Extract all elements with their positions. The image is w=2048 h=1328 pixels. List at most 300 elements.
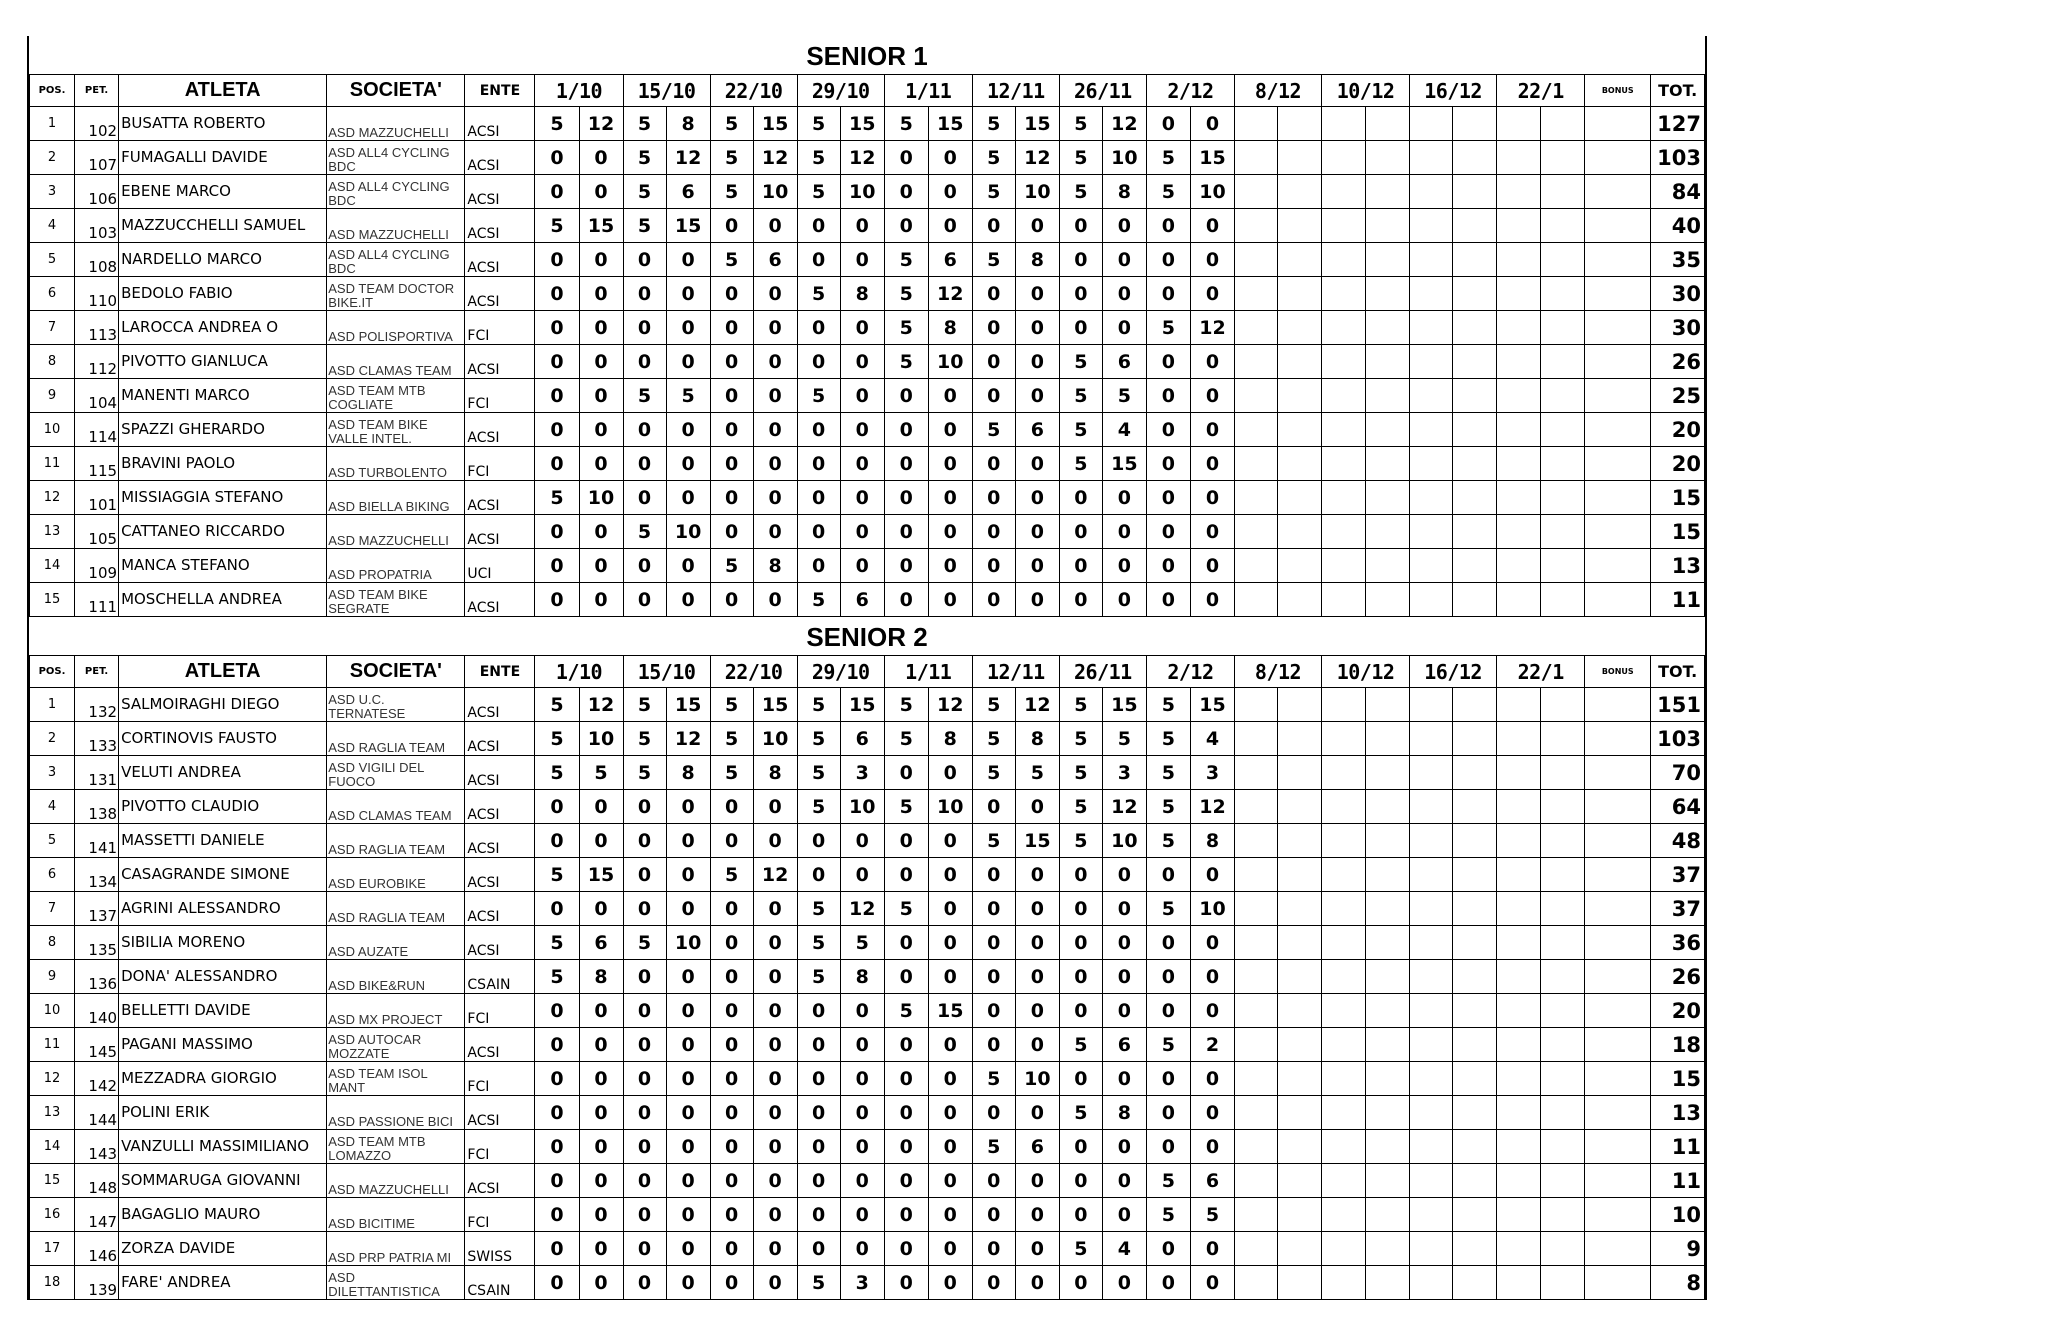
- score-cell: [1234, 960, 1277, 994]
- score-cell: 10: [1190, 892, 1234, 926]
- score-cell: 0: [623, 1062, 666, 1096]
- position-cell: 7: [30, 311, 75, 345]
- bonus-cell: [1585, 549, 1651, 583]
- score-cell: [1410, 1130, 1453, 1164]
- score-cell: 5: [840, 926, 884, 960]
- score-cell: [1278, 345, 1322, 379]
- athlete-name-cell: BUSATTA ROBERTO: [119, 107, 327, 141]
- score-cell: 0: [840, 1164, 884, 1198]
- score-cell: 0: [753, 1164, 797, 1198]
- score-cell: 0: [1146, 379, 1190, 413]
- score-cell: 5: [1146, 688, 1190, 722]
- score-cell: [1278, 960, 1322, 994]
- position-cell: 15: [30, 583, 75, 617]
- bib-number-cell: 113: [75, 311, 119, 345]
- score-cell: 8: [928, 722, 972, 756]
- score-cell: [1453, 107, 1497, 141]
- score-cell: [1410, 1028, 1453, 1062]
- score-cell: [1541, 790, 1585, 824]
- score-cell: 0: [840, 1062, 884, 1096]
- score-cell: 0: [840, 447, 884, 481]
- score-cell: 0: [623, 481, 666, 515]
- bonus-cell: [1585, 1232, 1651, 1266]
- score-cell: 12: [1190, 311, 1234, 345]
- score-cell: [1410, 1062, 1453, 1096]
- score-cell: 0: [928, 379, 972, 413]
- position-cell: 9: [30, 379, 75, 413]
- score-cell: 0: [1102, 243, 1146, 277]
- score-cell: 0: [797, 549, 840, 583]
- score-cell: [1410, 549, 1453, 583]
- bib-number-cell: 109: [75, 549, 119, 583]
- score-cell: 0: [579, 141, 623, 175]
- score-cell: 5: [884, 722, 928, 756]
- score-cell: [1234, 447, 1277, 481]
- score-cell: 0: [928, 960, 972, 994]
- athlete-name-cell: CORTINOVIS FAUSTO: [119, 722, 327, 756]
- score-cell: 0: [1015, 1164, 1059, 1198]
- score-cell: [1366, 722, 1410, 756]
- score-cell: [1322, 1096, 1366, 1130]
- score-cell: 10: [840, 175, 884, 209]
- score-cell: 0: [840, 824, 884, 858]
- score-cell: 0: [1015, 1096, 1059, 1130]
- score-cell: [1322, 1130, 1366, 1164]
- score-cell: [1234, 209, 1277, 243]
- score-cell: [1497, 549, 1541, 583]
- score-cell: 2: [1190, 1028, 1234, 1062]
- score-cell: [1453, 688, 1497, 722]
- score-cell: 5: [1059, 790, 1102, 824]
- score-cell: 0: [1146, 583, 1190, 617]
- score-cell: [1453, 447, 1497, 481]
- score-cell: 0: [535, 311, 579, 345]
- score-cell: 0: [1059, 892, 1102, 926]
- score-cell: [1366, 175, 1410, 209]
- score-cell: [1497, 1266, 1541, 1300]
- score-cell: [1541, 926, 1585, 960]
- score-cell: 12: [666, 141, 710, 175]
- score-cell: [1497, 413, 1541, 447]
- score-cell: [1410, 311, 1453, 345]
- score-cell: [1234, 790, 1277, 824]
- score-cell: [1366, 858, 1410, 892]
- score-cell: [1541, 481, 1585, 515]
- score-cell: 3: [1190, 756, 1234, 790]
- score-cell: 0: [1146, 107, 1190, 141]
- score-cell: 6: [666, 175, 710, 209]
- table-row: [30, 107, 1705, 141]
- score-cell: 0: [1190, 447, 1234, 481]
- score-cell: 0: [623, 447, 666, 481]
- bonus-cell: [1585, 243, 1651, 277]
- score-cell: [1366, 926, 1410, 960]
- score-cell: 0: [623, 549, 666, 583]
- score-cell: 8: [666, 107, 710, 141]
- position-cell: 6: [30, 277, 75, 311]
- score-cell: 5: [1146, 824, 1190, 858]
- team-cell: ASD ALL4 CYCLING BDC: [327, 243, 465, 277]
- score-cell: 8: [753, 549, 797, 583]
- score-cell: [1410, 960, 1453, 994]
- score-cell: 0: [535, 790, 579, 824]
- bib-number-cell: 105: [75, 515, 119, 549]
- federation-cell: ACSI: [465, 583, 535, 617]
- score-cell: 0: [753, 481, 797, 515]
- score-cell: [1541, 277, 1585, 311]
- header-date: 10/12: [1322, 75, 1410, 107]
- score-cell: [1497, 1062, 1541, 1096]
- score-cell: 5: [972, 141, 1015, 175]
- score-cell: 5: [797, 379, 840, 413]
- score-cell: 0: [535, 243, 579, 277]
- athlete-name-cell: MAZZUCCHELLI SAMUEL: [119, 209, 327, 243]
- score-cell: 0: [623, 277, 666, 311]
- score-cell: 0: [1146, 481, 1190, 515]
- header-date: 1/10: [535, 656, 623, 688]
- score-cell: 0: [535, 1266, 579, 1300]
- score-cell: 0: [928, 892, 972, 926]
- score-cell: 0: [579, 1198, 623, 1232]
- team-cell: ASD RAGLIA TEAM: [327, 722, 465, 756]
- score-cell: 0: [623, 892, 666, 926]
- score-cell: 0: [1102, 583, 1146, 617]
- score-cell: [1278, 583, 1322, 617]
- score-cell: 10: [666, 926, 710, 960]
- score-cell: 0: [666, 790, 710, 824]
- score-cell: [1541, 1164, 1585, 1198]
- score-cell: [1410, 583, 1453, 617]
- score-cell: [1541, 1028, 1585, 1062]
- bib-number-cell: 132: [75, 688, 119, 722]
- score-cell: 0: [1190, 1096, 1234, 1130]
- score-cell: [1497, 243, 1541, 277]
- score-cell: [1322, 209, 1366, 243]
- score-cell: 0: [928, 756, 972, 790]
- federation-cell: ACSI: [465, 1096, 535, 1130]
- score-cell: 5: [884, 107, 928, 141]
- total-cell: 30: [1651, 277, 1705, 311]
- bib-number-cell: 147: [75, 1198, 119, 1232]
- score-cell: [1278, 447, 1322, 481]
- score-cell: [1366, 1164, 1410, 1198]
- score-cell: 0: [840, 481, 884, 515]
- score-cell: 5: [623, 209, 666, 243]
- bonus-cell: [1585, 1062, 1651, 1096]
- score-cell: [1278, 1062, 1322, 1096]
- score-cell: 0: [535, 141, 579, 175]
- score-cell: 0: [797, 1130, 840, 1164]
- score-cell: 0: [710, 1164, 753, 1198]
- score-cell: 0: [928, 481, 972, 515]
- score-cell: 0: [797, 858, 840, 892]
- score-cell: 0: [710, 892, 753, 926]
- athlete-name-cell: VELUTI ANDREA: [119, 756, 327, 790]
- score-cell: 0: [535, 379, 579, 413]
- score-cell: [1234, 549, 1277, 583]
- score-cell: [1366, 994, 1410, 1028]
- score-cell: 0: [1059, 1198, 1102, 1232]
- score-cell: 0: [1059, 515, 1102, 549]
- position-cell: 4: [30, 209, 75, 243]
- score-cell: 5: [797, 1266, 840, 1300]
- score-cell: 4: [1190, 722, 1234, 756]
- score-cell: 0: [972, 892, 1015, 926]
- score-cell: 0: [884, 413, 928, 447]
- score-cell: 0: [1059, 926, 1102, 960]
- score-cell: 3: [840, 1266, 884, 1300]
- header-date: 22/10: [710, 656, 797, 688]
- score-cell: 0: [928, 1062, 972, 1096]
- score-cell: 0: [928, 858, 972, 892]
- score-cell: [1453, 209, 1497, 243]
- header-ente: ENTE: [465, 75, 535, 107]
- score-cell: 6: [753, 243, 797, 277]
- team-cell: ASD PROPATRIA: [327, 549, 465, 583]
- federation-cell: ACSI: [465, 481, 535, 515]
- score-cell: 0: [928, 1096, 972, 1130]
- score-cell: [1366, 311, 1410, 345]
- score-cell: 8: [1102, 175, 1146, 209]
- score-cell: [1322, 1232, 1366, 1266]
- score-cell: 0: [840, 209, 884, 243]
- total-cell: 127: [1651, 107, 1705, 141]
- score-cell: [1541, 379, 1585, 413]
- score-cell: [1453, 756, 1497, 790]
- score-cell: [1541, 549, 1585, 583]
- score-cell: 0: [753, 277, 797, 311]
- score-cell: [1541, 1130, 1585, 1164]
- score-cell: [1497, 858, 1541, 892]
- score-cell: [1234, 141, 1277, 175]
- score-cell: 0: [579, 413, 623, 447]
- bib-number-cell: 146: [75, 1232, 119, 1266]
- score-cell: 0: [928, 1232, 972, 1266]
- score-cell: [1497, 926, 1541, 960]
- header-row: [30, 656, 1705, 688]
- score-cell: [1497, 1096, 1541, 1130]
- score-cell: [1234, 756, 1277, 790]
- score-cell: 0: [579, 1266, 623, 1300]
- score-cell: [1234, 1096, 1277, 1130]
- score-cell: 0: [623, 345, 666, 379]
- score-cell: 10: [579, 481, 623, 515]
- score-cell: [1453, 858, 1497, 892]
- athlete-name-cell: PIVOTTO GIANLUCA: [119, 345, 327, 379]
- score-cell: 5: [1102, 379, 1146, 413]
- score-cell: 5: [535, 107, 579, 141]
- score-cell: 0: [840, 858, 884, 892]
- section-title: SENIOR 1: [30, 36, 1705, 75]
- bonus-cell: [1585, 515, 1651, 549]
- score-cell: 12: [1015, 688, 1059, 722]
- score-cell: [1497, 447, 1541, 481]
- score-cell: 0: [972, 1198, 1015, 1232]
- federation-cell: FCI: [465, 379, 535, 413]
- score-cell: [1410, 892, 1453, 926]
- bonus-cell: [1585, 277, 1651, 311]
- score-cell: 0: [928, 515, 972, 549]
- federation-cell: FCI: [465, 447, 535, 481]
- score-cell: 5: [623, 141, 666, 175]
- score-cell: 5: [1059, 1232, 1102, 1266]
- score-cell: 10: [753, 722, 797, 756]
- score-cell: 0: [1146, 549, 1190, 583]
- score-cell: 0: [753, 1028, 797, 1062]
- total-cell: 20: [1651, 447, 1705, 481]
- score-cell: 5: [884, 892, 928, 926]
- score-cell: 0: [1015, 1198, 1059, 1232]
- score-cell: [1497, 175, 1541, 209]
- score-cell: 0: [1102, 926, 1146, 960]
- score-cell: [1322, 858, 1366, 892]
- score-cell: [1541, 413, 1585, 447]
- score-cell: 0: [535, 1164, 579, 1198]
- score-cell: 15: [840, 107, 884, 141]
- bib-number-cell: 101: [75, 481, 119, 515]
- table-row: [30, 345, 1705, 379]
- score-cell: 0: [797, 1028, 840, 1062]
- score-cell: [1541, 243, 1585, 277]
- athlete-name-cell: BAGAGLIO MAURO: [119, 1198, 327, 1232]
- score-cell: 0: [753, 994, 797, 1028]
- score-cell: [1322, 447, 1366, 481]
- total-cell: 20: [1651, 413, 1705, 447]
- total-cell: 30: [1651, 311, 1705, 345]
- score-cell: [1278, 277, 1322, 311]
- score-cell: [1278, 175, 1322, 209]
- score-cell: 0: [1190, 107, 1234, 141]
- score-cell: 5: [797, 277, 840, 311]
- score-cell: 5: [623, 926, 666, 960]
- score-cell: 12: [1015, 141, 1059, 175]
- federation-cell: ACSI: [465, 858, 535, 892]
- score-cell: 5: [710, 549, 753, 583]
- position-cell: 10: [30, 994, 75, 1028]
- score-cell: [1278, 1096, 1322, 1130]
- table-row: [30, 1266, 1705, 1300]
- header-pet: PET.: [75, 656, 119, 688]
- score-cell: [1541, 756, 1585, 790]
- header-pos: POS.: [30, 75, 75, 107]
- score-cell: [1366, 892, 1410, 926]
- score-cell: 0: [1102, 481, 1146, 515]
- score-cell: 12: [579, 688, 623, 722]
- athlete-name-cell: ZORZA DAVIDE: [119, 1232, 327, 1266]
- score-cell: [1541, 209, 1585, 243]
- score-cell: 0: [972, 481, 1015, 515]
- score-cell: 0: [928, 1266, 972, 1300]
- score-cell: 15: [840, 688, 884, 722]
- position-cell: 13: [30, 515, 75, 549]
- score-cell: [1366, 379, 1410, 413]
- federation-cell: ACSI: [465, 141, 535, 175]
- score-cell: [1497, 688, 1541, 722]
- score-cell: 5: [1059, 345, 1102, 379]
- score-cell: [1453, 345, 1497, 379]
- score-cell: [1453, 277, 1497, 311]
- score-cell: [1541, 583, 1585, 617]
- score-cell: 0: [1015, 583, 1059, 617]
- team-cell: ASD AUTOCAR MOZZATE: [327, 1028, 465, 1062]
- score-cell: 5: [535, 722, 579, 756]
- score-cell: 10: [1015, 175, 1059, 209]
- score-cell: 5: [972, 824, 1015, 858]
- score-cell: 0: [840, 413, 884, 447]
- score-cell: 8: [1190, 824, 1234, 858]
- score-cell: 5: [666, 379, 710, 413]
- header-date: 29/10: [797, 656, 884, 688]
- score-cell: 0: [797, 515, 840, 549]
- total-cell: 15: [1651, 481, 1705, 515]
- score-cell: [1278, 549, 1322, 583]
- score-cell: [1497, 481, 1541, 515]
- score-cell: [1410, 243, 1453, 277]
- federation-cell: ACSI: [465, 175, 535, 209]
- score-cell: 12: [1102, 790, 1146, 824]
- score-cell: 0: [535, 413, 579, 447]
- score-cell: [1366, 413, 1410, 447]
- athlete-name-cell: CASAGRANDE SIMONE: [119, 858, 327, 892]
- score-cell: 0: [1059, 481, 1102, 515]
- score-cell: [1410, 515, 1453, 549]
- score-cell: 0: [972, 1266, 1015, 1300]
- score-cell: 0: [623, 1266, 666, 1300]
- score-cell: [1410, 1096, 1453, 1130]
- score-cell: 15: [928, 107, 972, 141]
- header-societa: SOCIETA': [327, 656, 465, 688]
- score-cell: 5: [1146, 1028, 1190, 1062]
- score-cell: [1541, 688, 1585, 722]
- score-cell: 0: [1015, 926, 1059, 960]
- bonus-cell: [1585, 481, 1651, 515]
- score-cell: 0: [972, 858, 1015, 892]
- score-cell: [1366, 1028, 1410, 1062]
- team-cell: ASD TEAM ISOL MANT: [327, 1062, 465, 1096]
- total-cell: 20: [1651, 994, 1705, 1028]
- score-cell: 0: [1102, 549, 1146, 583]
- score-cell: 0: [840, 243, 884, 277]
- score-cell: [1322, 515, 1366, 549]
- score-cell: 0: [666, 960, 710, 994]
- score-cell: 8: [1015, 243, 1059, 277]
- athlete-name-cell: MANCA STEFANO: [119, 549, 327, 583]
- score-cell: [1278, 413, 1322, 447]
- score-cell: [1410, 277, 1453, 311]
- federation-cell: ACSI: [465, 1164, 535, 1198]
- score-cell: 0: [928, 824, 972, 858]
- bonus-cell: [1585, 107, 1651, 141]
- score-cell: [1410, 209, 1453, 243]
- score-cell: [1453, 1062, 1497, 1096]
- athlete-name-cell: PIVOTTO CLAUDIO: [119, 790, 327, 824]
- score-cell: 0: [1190, 960, 1234, 994]
- score-cell: [1541, 175, 1585, 209]
- score-cell: 5: [623, 756, 666, 790]
- team-cell: ASD RAGLIA TEAM: [327, 824, 465, 858]
- athlete-name-cell: AGRINI ALESSANDRO: [119, 892, 327, 926]
- score-cell: 0: [1102, 960, 1146, 994]
- score-cell: 5: [710, 243, 753, 277]
- score-cell: [1497, 583, 1541, 617]
- score-cell: [1497, 1164, 1541, 1198]
- table-row: [30, 379, 1705, 413]
- score-cell: 0: [1102, 858, 1146, 892]
- score-cell: [1234, 413, 1277, 447]
- header-tot: TOT.: [1651, 75, 1705, 107]
- score-cell: [1453, 379, 1497, 413]
- score-cell: 0: [1015, 960, 1059, 994]
